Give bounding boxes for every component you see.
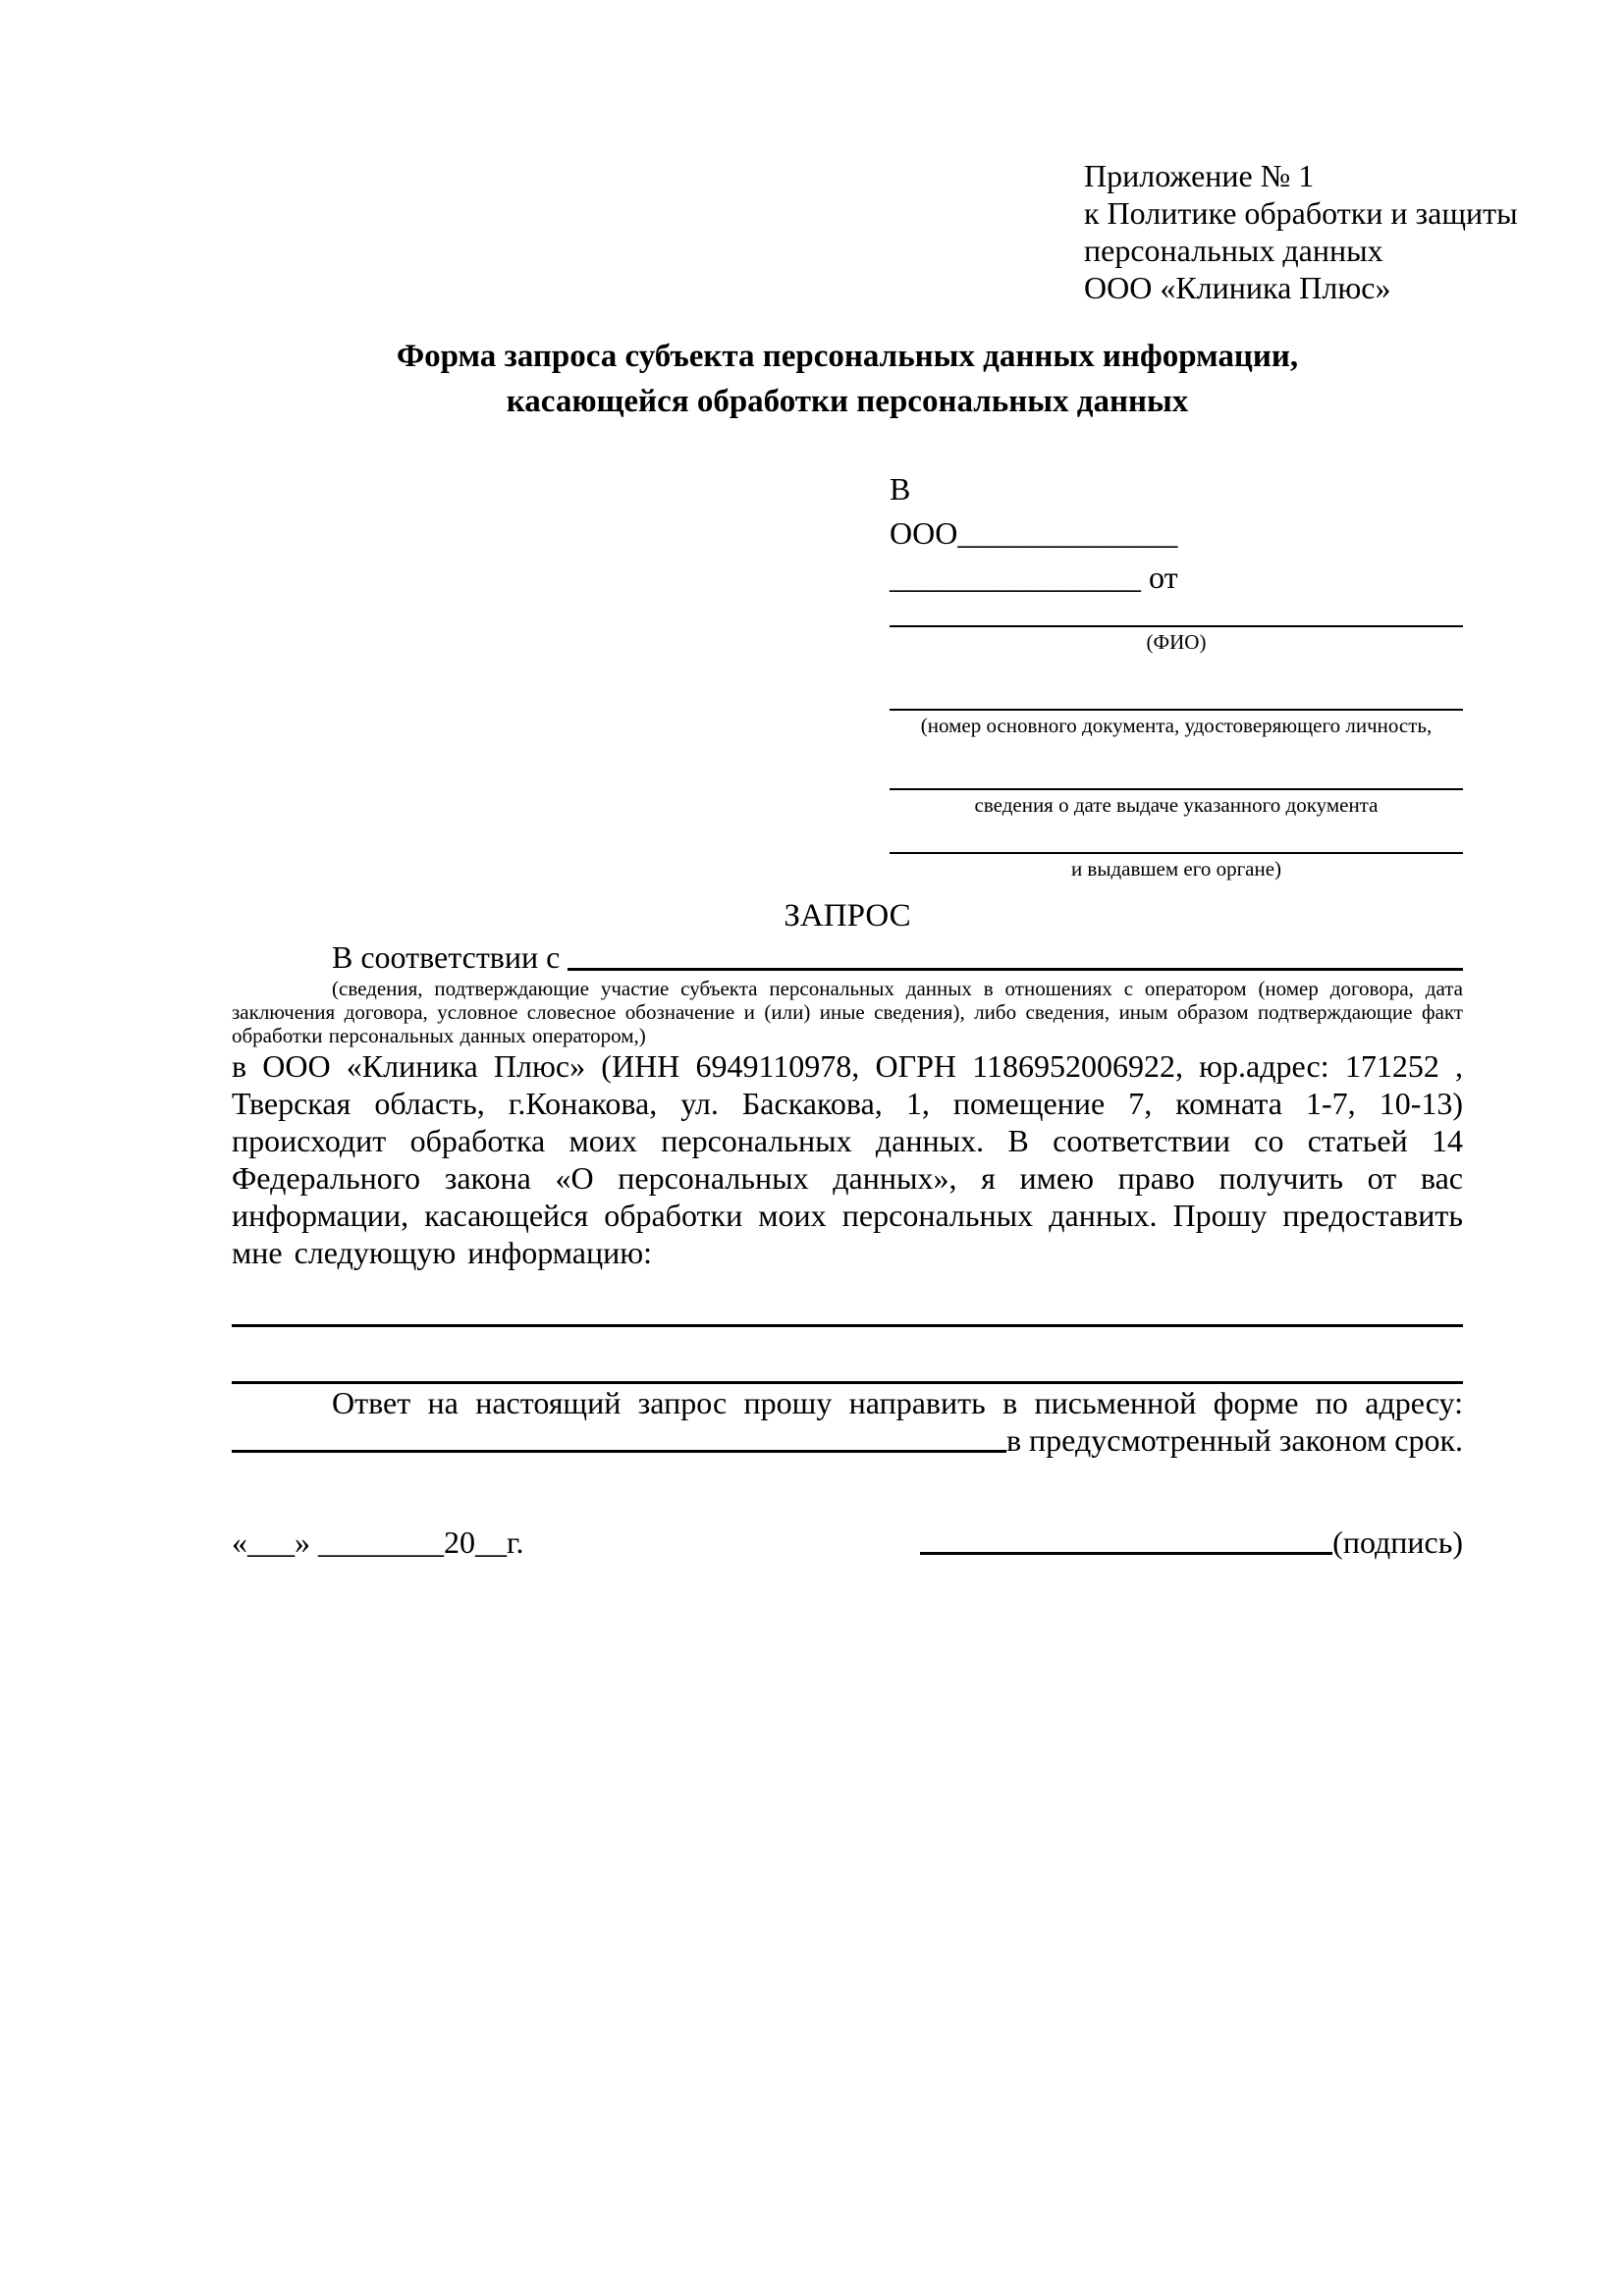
date-blank: «___» ________20__г.	[232, 1524, 524, 1560]
addressee-block	[890, 467, 1463, 881]
fio-field	[890, 625, 1463, 654]
document-title-line1: Форма запроса субъекта персональных данных информации,	[396, 339, 1299, 374]
fio-caption: (ФИО)	[1146, 630, 1207, 654]
issuing-authority-field	[890, 852, 1463, 881]
accordance-underline	[568, 968, 1463, 971]
blank-write-line-1	[232, 1324, 1463, 1327]
document-number-caption: (номер основного документа, удостоверяющего личность,	[920, 714, 1433, 737]
answer-paragraph: Ответ на настоящий запрос прошу направить в письменной форме по адресу:	[332, 1385, 1463, 1420]
date-signature-row	[232, 1523, 1463, 1561]
address-underline	[232, 1450, 1006, 1453]
fio-underline	[890, 625, 1463, 627]
answer-suffix: в предусмотренный законом срок.	[1005, 1422, 1463, 1458]
appendix-note-line: ООО «Клиника Плюс»	[1084, 270, 1391, 305]
main-paragraph: в ООО «Клиника Плюс» (ИНН 6949110978, ОГРН 1186952006922, юр.адрес: 171252 , Тверская область, г.Конакова, ул. Баскакова, 1, помещение 7, комната 1-7, 10-13) происходит обработка моих персональных данных. В соответствии со статьей 14 Федерального закона «О персональных данных», я имею право получить от вас информации, касающейся обработки моих персональных данных. Прошу предоставить мне следующую информацию:	[232, 1048, 1463, 1270]
document-number-underline	[890, 709, 1463, 711]
issue-date-underline	[890, 788, 1463, 790]
request-heading: ЗАПРОС	[784, 898, 911, 934]
fine-print-note: (сведения, подтверждающие участие субъекта персональных данных в отношениях с оператором (номер договора, дата заключения договора, условное словесное обозначение и (или) иные сведения), либо сведения, иным образом подтверждающие факт обработки персональных данных оператором,)	[232, 977, 1463, 1047]
signature-block	[920, 1523, 1463, 1561]
issue-date-field	[890, 788, 1463, 817]
issuing-authority-caption: и выдавшем его органе)	[1070, 857, 1282, 881]
appendix-note	[1084, 157, 1518, 306]
appendix-note-line: персональных данных	[1084, 233, 1383, 268]
document-number-field	[890, 709, 1463, 737]
addressee-to-label: В	[890, 471, 911, 507]
accordance-label: В соответствии с	[332, 939, 568, 975]
signature-caption: (подпись)	[1332, 1524, 1463, 1560]
document-title-line2: касающейся обработки персональных данных	[506, 384, 1189, 419]
appendix-note-line: к Политике обработки и защиты	[1084, 195, 1518, 231]
signature-underline	[920, 1552, 1332, 1555]
issuing-authority-underline	[890, 852, 1463, 854]
issue-date-caption: сведения о дате выдаче указанного документа	[974, 793, 1379, 817]
addressee-org-blank: ООО______________	[890, 515, 1178, 551]
appendix-note-line: Приложение № 1	[1084, 158, 1315, 193]
addressee-from-blank: ________________ от	[890, 560, 1178, 595]
document-title	[232, 334, 1463, 424]
address-blank-row	[232, 1421, 1463, 1459]
accordance-line	[232, 937, 1463, 977]
